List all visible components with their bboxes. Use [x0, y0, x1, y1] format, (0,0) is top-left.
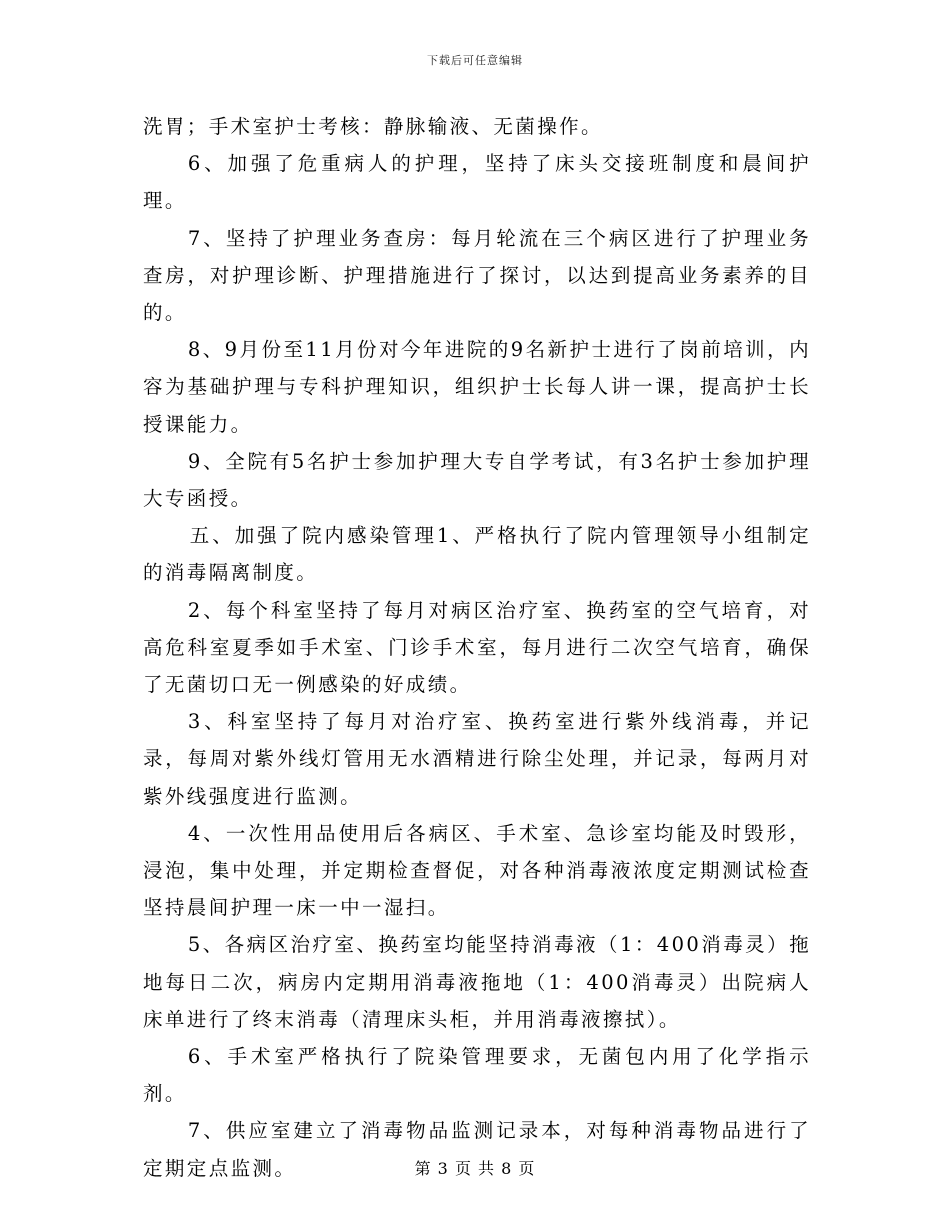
- page-number-footer: 第 3 页 共 8 页: [414, 1159, 536, 1178]
- paragraph-infection-4: 4、一次性用品使用后各病区、手术室、急诊室均能及时毁形，浸泡，集中处理，并定期检查督促，对各种消毒液浓度定期测试检查坚持晨间护理一床一中一湿扫。: [143, 821, 811, 920]
- paragraph-item-6: 6、加强了危重病人的护理，坚持了床头交接班制度和晨间护理。: [143, 152, 811, 213]
- paragraph-infection-3: 3、科室坚持了每月对治疗室、换药室进行紫外线消毒，并记录，每周对紫外线灯管用无水酒精进行除尘处理，并记录，每两月对紫外线强度进行监测。: [143, 710, 811, 808]
- paragraph-infection-6: 6、手术室严格执行了院染管理要求，无菌包内用了化学指示剂。: [143, 1045, 811, 1106]
- paragraph-item-8: 8、9月份至11月份对今年进院的9名新护士进行了岗前培训，内容为基础护理与专科护理知识，组织护士长每人讲一课，提高护士长授课能力。: [143, 338, 811, 436]
- paragraph-item-9: 9、全院有5名护士参加护理大专自学考试，有3名护士参加护理大专函授。: [143, 449, 811, 511]
- paragraph-continuation: 洗胃；手术室护士考核：静脉输液、无菌操作。: [143, 115, 603, 138]
- paragraph-infection-7: 7、供应室建立了消毒物品监测记录本，对每种消毒物品进行了定期定点监测。: [143, 1119, 811, 1180]
- paragraph-item-7: 7、坚持了护理业务查房：每月轮流在三个病区进行了护理业务查房，对护理诊断、护理措施进行了探讨，以达到提高业务素养的目的。: [143, 226, 811, 325]
- document-body: [143, 108, 811, 1187]
- paragraph-infection-2: 2、每个科室坚持了每月对病区治疗室、换药室的空气培育，对高危科室夏季如手术室、门诊手术室，每月进行二次空气培育，确保了无菌切口无一例感染的好成绩。: [143, 598, 811, 697]
- page-header: 下载后可任意编辑: [427, 54, 523, 67]
- paragraph-infection-5: 5、各病区治疗室、换药室均能坚持消毒液（1：400消毒灵）拖地每日二次，病房内定期用消毒液拖地（1：400消毒灵）出院病人床单进行了终末消毒（清理床头柜，并用消毒液擦拭）。: [143, 933, 811, 1031]
- section-heading-infection-control: 五、加强了院内感染管理1、严格执行了院内管理领导小组制定的消毒隔离制度。: [143, 524, 811, 585]
